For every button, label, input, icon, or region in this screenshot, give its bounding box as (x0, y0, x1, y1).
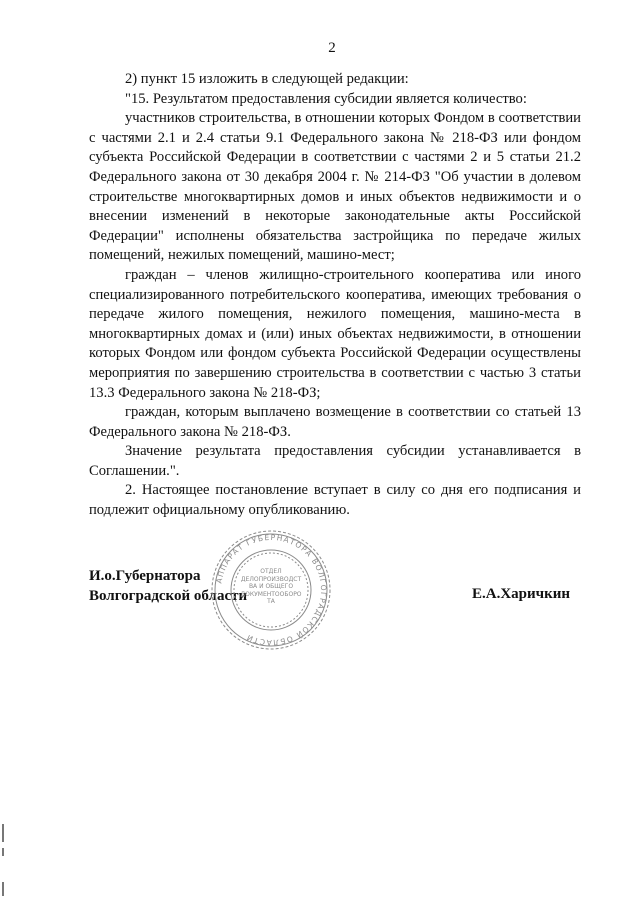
paragraph-entry-into-force: 2. Настоящее постановление вступает в силу со дня его подписания и подлежит официальному опубликованию. (89, 482, 581, 519)
signatory-title-line1: И.о.Губернатора (89, 568, 201, 584)
signatory-name: Е.А.Харичкин (472, 586, 571, 602)
scan-edge-mark (2, 882, 4, 896)
signatory-title-line2: Волгоградской области (89, 588, 248, 604)
page-number: 2 (328, 40, 336, 56)
paragraph-compensated-citizens: граждан, которым выплачено возмещение в соответствии со статьей 13 Федерального закона № 218-ФЗ. (89, 404, 581, 440)
paragraph-cooperative-members: граждан – членов жилищно-строительного кооператива или иного специализированного потребительского кооператива, имеющих требования о передаче жилого помещения, нежилого помещения, машино-места в многоквартирных домах и (или) иных объектах недвижимости, в отношении которых Фондом или фондом субъекта Российской Федерации осуществлены мероприятия по завершению строительства в соответствии с частью 3 статьи 13.3 Федерального закона № 218-ФЗ; (89, 266, 581, 401)
scan-edge-mark (2, 824, 4, 842)
stamp-center-text: ОТДЕЛ ДЕЛОПРОИЗВОДСТВА И ОБЩЕГО ДОКУМЕНТООБОРОТА (240, 568, 302, 605)
official-stamp-icon (205, 528, 337, 652)
scan-edge-mark (2, 848, 4, 856)
paragraph-amendment-intro: 2) пункт 15 изложить в следующей редакции: (125, 71, 409, 87)
stamp-ring-text: АППАРАТ ГУБЕРНАТОРА ВОЛГОГРАДСКОЙ ОБЛАСТИ (214, 532, 329, 648)
document-body (89, 70, 581, 521)
paragraph-result-value: Значение результата предоставления субсидии устанавливается в Соглашении.". (89, 443, 581, 479)
paragraph-construction-participants: участников строительства, в отношении которых Фондом в соответствии с частями 2.1 и 2.4 статьи 9.1 Федерального закона № 218-ФЗ или фондом субъекта Российской Федерации в соответствии с частями 2 и 5 статьи 21.2 Федерального закона от 30 декабря 2004 г. № 214-ФЗ "Об участии в долевом строительстве многоквартирных домов и иных объектов недвижимости и о внесении изменений в некоторые законодательные акты Российской Федерации" исполнены обязательства застройщика по передаче жилых помещений, нежилых помещений, машино-мест; (89, 110, 581, 264)
paragraph-result-definition: "15. Результатом предоставления субсидии является количество: (125, 90, 527, 107)
